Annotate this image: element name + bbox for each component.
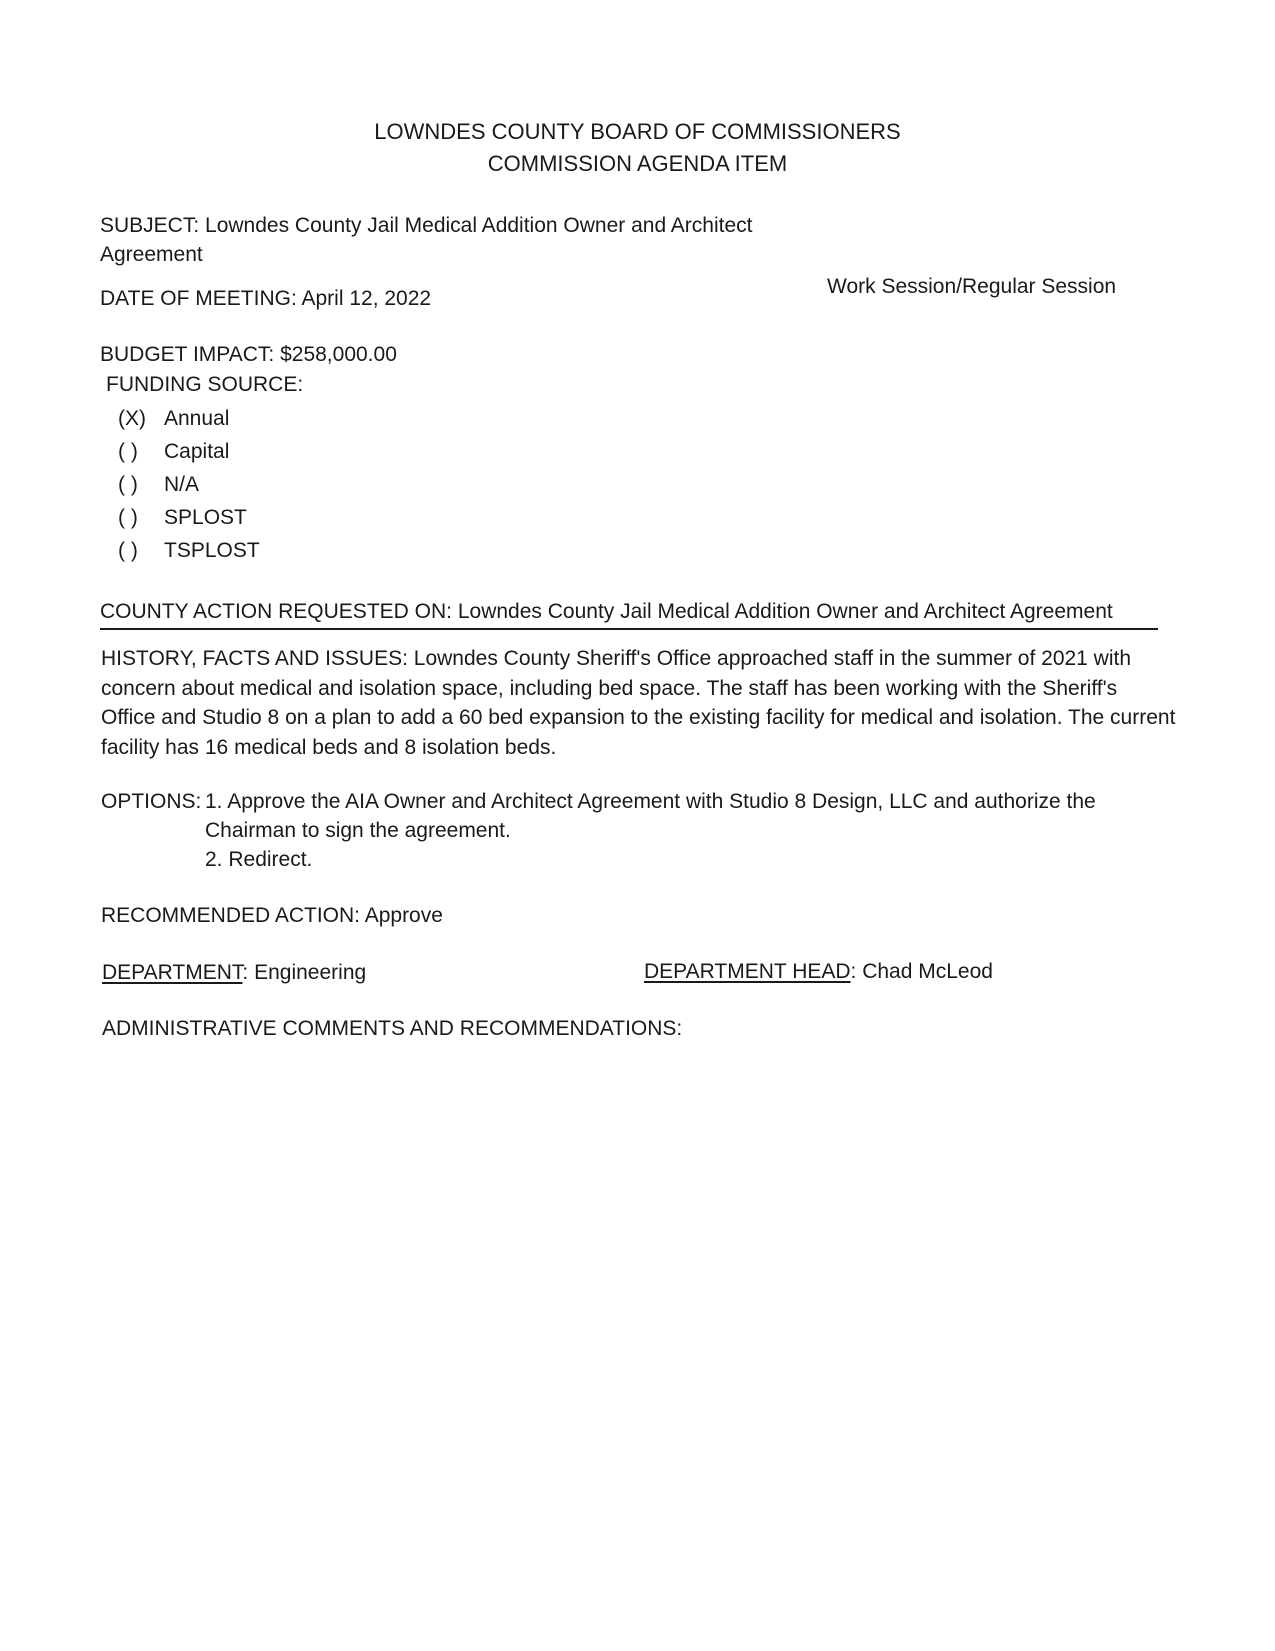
funding-option-label: Capital bbox=[164, 440, 230, 463]
subject-label: SUBJECT: bbox=[100, 214, 200, 237]
funding-option-mark: ( ) bbox=[118, 440, 138, 463]
funding-option-na bbox=[118, 472, 199, 498]
section-divider bbox=[100, 628, 1158, 630]
department-head-value: : Chad McLeod bbox=[850, 960, 993, 983]
option-2: 2. Redirect. bbox=[205, 848, 313, 871]
funding-option-capital bbox=[118, 439, 229, 465]
funding-option-mark: ( ) bbox=[118, 473, 138, 496]
county-action-line bbox=[100, 599, 1113, 625]
session-type: Work Session/Regular Session bbox=[827, 275, 1117, 298]
option-1-line-1: 1. Approve the AIA Owner and Architect Agreement with Studio 8 Design, LLC and authorize the bbox=[205, 790, 1096, 813]
administrative-comments-label: ADMINISTRATIVE COMMENTS AND RECOMMENDATIONS: bbox=[102, 1017, 683, 1040]
funding-option-splost bbox=[118, 505, 247, 531]
meeting-date-value: April 12, 2022 bbox=[301, 287, 432, 310]
recommended-action-value: Approve bbox=[364, 904, 443, 927]
funding-option-mark: ( ) bbox=[118, 539, 138, 562]
meeting-date-label: DATE OF MEETING: bbox=[100, 287, 297, 310]
department-value: : Engineering bbox=[242, 961, 367, 984]
options-label: OPTIONS: bbox=[101, 790, 202, 813]
history-label: HISTORY, FACTS AND ISSUES: bbox=[101, 647, 408, 670]
county-action-label: COUNTY ACTION REQUESTED ON: bbox=[100, 600, 452, 623]
subject-line-1 bbox=[100, 213, 753, 239]
header-line-2: COMMISSION AGENDA ITEM bbox=[487, 151, 788, 176]
subject-line-2: Agreement bbox=[100, 243, 203, 266]
funding-option-label: TSPLOST bbox=[164, 539, 260, 562]
funding-option-tsplost bbox=[118, 538, 260, 564]
county-action-text: Lowndes County Jail Medical Addition Owner and Architect Agreement bbox=[457, 600, 1113, 623]
funding-option-annual bbox=[118, 406, 229, 432]
funding-option-label: N/A bbox=[164, 473, 200, 496]
option-1-line-2: Chairman to sign the agreement. bbox=[205, 819, 511, 842]
funding-option-mark: (X) bbox=[118, 407, 146, 430]
funding-option-label: SPLOST bbox=[164, 506, 247, 529]
funding-option-label: Annual bbox=[164, 407, 230, 430]
budget-impact-amount: $258,000.00 bbox=[280, 343, 397, 366]
history-text: Lowndes County Sheriff's Office approached staff in the summer of 2021 with concern about medical and isolation space, including bed space. The staff has been working with the Sheriff's Office and Studio 8 on a plan to add a 60 bed expansion to the existing facility for medical and isolation. The current facility has 16 medical beds and 8 isolation beds. bbox=[101, 647, 1176, 759]
department-head-line bbox=[644, 959, 993, 985]
department-label: DEPARTMENT bbox=[102, 961, 243, 984]
recommended-action-line bbox=[101, 903, 443, 929]
header-line-1: LOWNDES COUNTY BOARD OF COMMISSIONERS bbox=[374, 119, 901, 144]
budget-impact-line bbox=[100, 342, 397, 368]
department-line bbox=[102, 960, 366, 986]
subject-text: Lowndes County Jail Medical Addition Owner and Architect bbox=[205, 214, 753, 237]
funding-source-label: FUNDING SOURCE: bbox=[106, 373, 304, 396]
history-paragraph bbox=[101, 644, 1176, 762]
funding-option-mark: ( ) bbox=[118, 506, 138, 529]
meeting-date-line bbox=[100, 286, 431, 312]
budget-impact-label: BUDGET IMPACT: bbox=[100, 343, 275, 366]
recommended-action-label: RECOMMENDED ACTION: bbox=[101, 904, 361, 927]
department-head-label: DEPARTMENT HEAD bbox=[644, 960, 851, 983]
